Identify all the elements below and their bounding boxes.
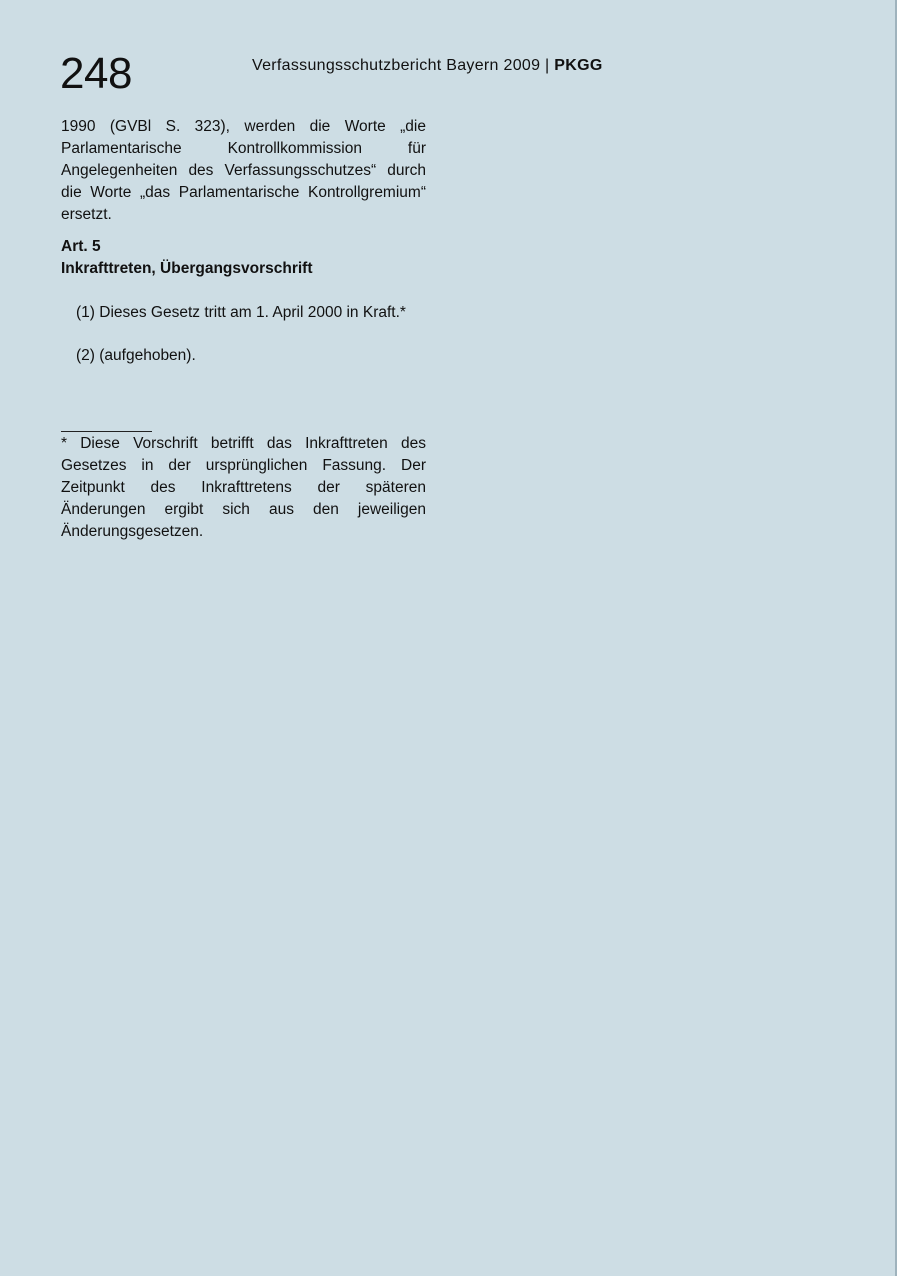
running-header-title: Verfassungsschutzbericht Bayern 2009 | <box>252 57 555 74</box>
running-header <box>252 56 603 76</box>
running-header-section: PKGG <box>554 57 603 74</box>
article-title: Inkrafttreten, Übergangsvorschrift <box>61 260 313 277</box>
intro-paragraph: 1990 (GVBl S. 323), werden die Worte „die Parlamentarische Kontrollkommission für Angelegenheiten des Verfassungsschutzes“ durch die Worte „das Parlamentarische Kontrollgremium“ ersetzt. <box>61 118 426 223</box>
article-paragraph-1: (1) Dieses Gesetz tritt am 1. April 2000 in Kraft.* <box>76 304 406 321</box>
footnote-divider <box>61 431 152 432</box>
article-paragraph-2: (2) (aufgehoben). <box>76 347 196 364</box>
article-number: Art. 5 <box>61 238 101 255</box>
article-heading <box>61 236 426 280</box>
page-number: 248 <box>60 49 132 98</box>
footnote: * Diese Vorschrift betrifft das Inkrafttreten des Gesetzes in der ursprünglichen Fassung. Der Zeitpunkt des Inkrafttretens der späteren Änderungen ergibt sich aus den jeweiligen Änderungsgesetzen. <box>61 435 426 540</box>
